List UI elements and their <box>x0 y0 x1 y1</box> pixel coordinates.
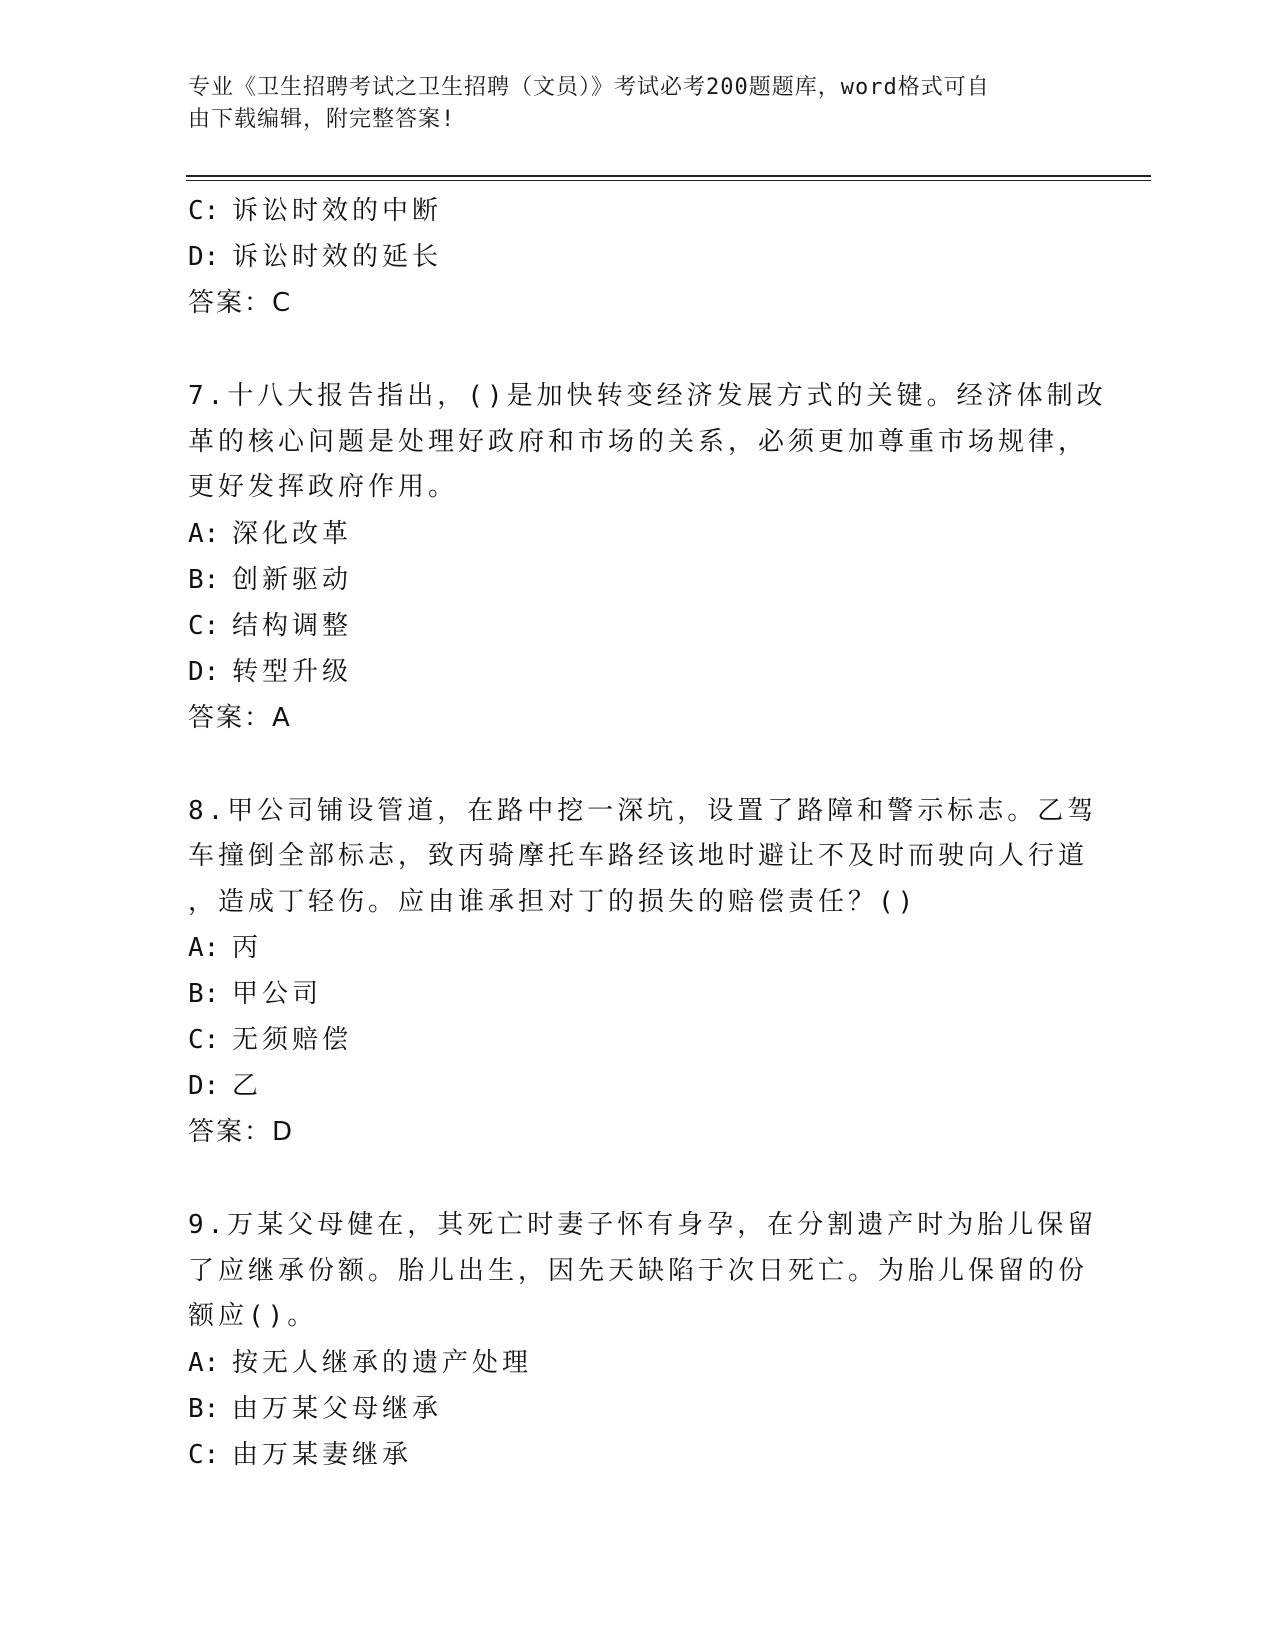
answer-line: 答案：C <box>188 288 293 318</box>
header-line-1: 专业《卫生招聘考试之卫生招聘（文员）》考试必考200题题库，word格式可自 <box>188 75 990 100</box>
header-line-2: 由下载编辑，附完整答案! <box>188 107 456 132</box>
option-c: C: 由万某妻继承 <box>188 1439 413 1470</box>
question-stem: 9.万某父母健在，其死亡时妻子怀有身孕，在分割遗产时为胎儿保留 了应继承份额。胎儿出生，因先天缺陷于次日死亡。为胎儿保留的份 额应()。 <box>188 1210 1098 1331</box>
question-stem: 8.甲公司铺设管道，在路中挖一深坑，设置了路障和警示标志。乙驾 车撞倒全部标志，致丙骑摩托车路经该地时避让不及时而驶向人行道 ，造成丁轻伤。应由谁承担对丁的损失的赔偿责任？() <box>188 795 1098 917</box>
question-stem: 7.十八大报告指出，()是加快转变经济发展方式的关键。经济体制改 革的核心问题是处理好政府和市场的关系，必须更加尊重市场规律， 更好发挥政府作用。 <box>188 381 1107 502</box>
option-a: A: 丙 <box>188 933 263 963</box>
question-content <box>188 188 1107 1478</box>
option-b: B: 创新驱动 <box>188 564 353 595</box>
header-divider-thin <box>186 180 1151 181</box>
option-c: C: 结构调整 <box>188 610 353 641</box>
option-b: B: 由万某父母继承 <box>188 1393 443 1424</box>
header-divider-thick <box>186 175 1151 177</box>
question-7 <box>188 374 1107 741</box>
question-8 <box>188 789 1098 1156</box>
option-a: A: 深化改革 <box>188 518 353 549</box>
option-c: C: 无须赔偿 <box>188 1025 353 1055</box>
option-d: D: 诉讼时效的延长 <box>188 242 443 272</box>
option-c: C: 诉讼时效的中断 <box>188 196 443 226</box>
option-b: B: 甲公司 <box>188 979 323 1009</box>
option-d: D: 转型升级 <box>188 656 353 687</box>
answer-line: 答案：A <box>188 702 292 733</box>
option-d: D: 乙 <box>188 1071 263 1101</box>
page-header <box>188 72 1068 136</box>
carryover-block <box>188 188 1068 326</box>
question-9 <box>188 1203 1098 1478</box>
option-a: A: 按无人继承的遗产处理 <box>188 1347 533 1378</box>
answer-line: 答案：D <box>188 1117 295 1147</box>
